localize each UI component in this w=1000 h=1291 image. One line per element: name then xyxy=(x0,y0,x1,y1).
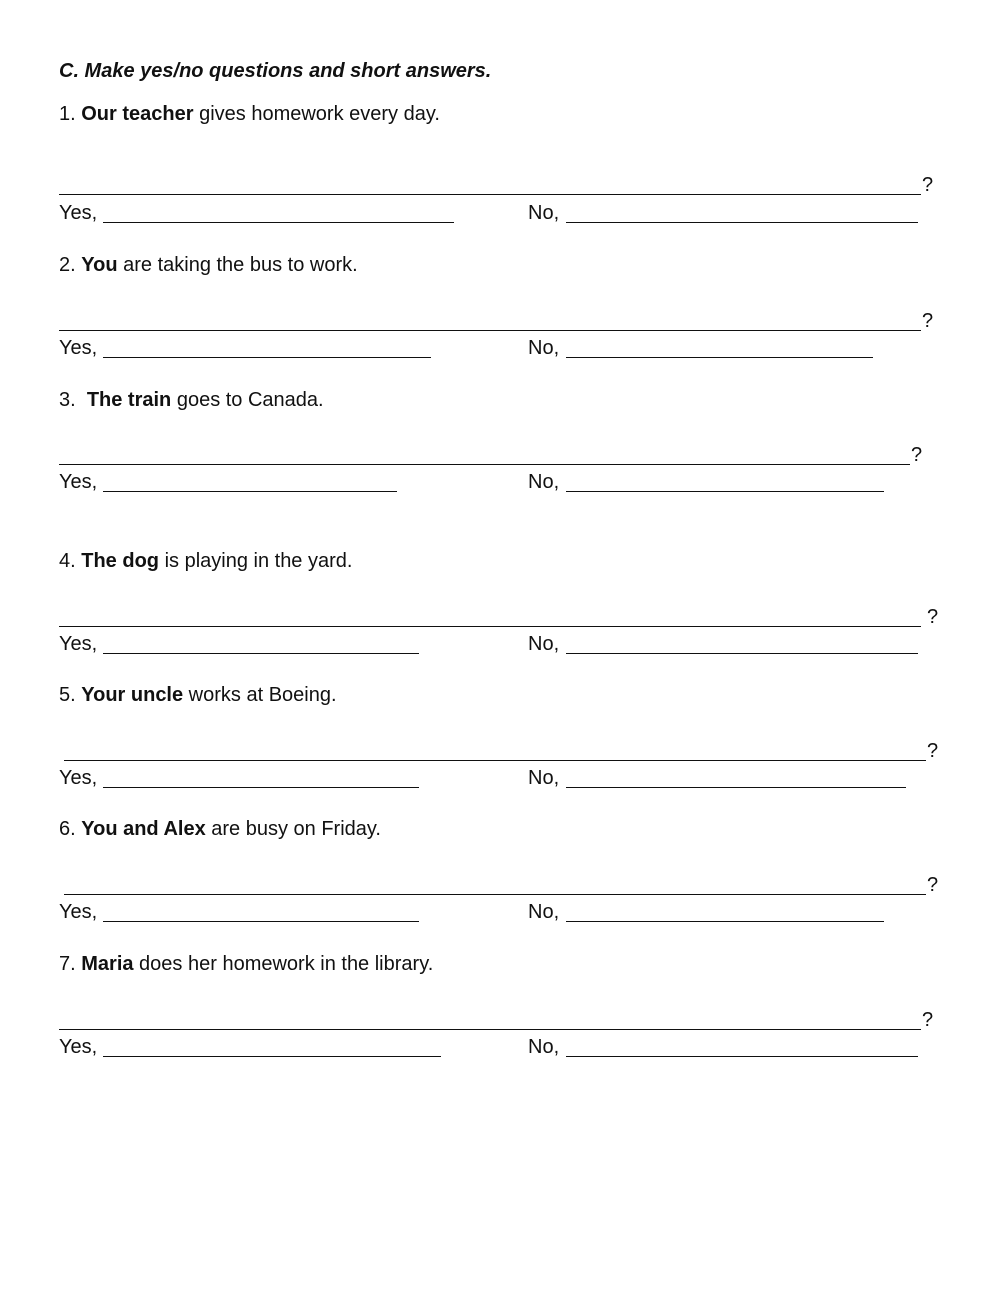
prompt-sentence-1 xyxy=(59,103,440,126)
no-label: No, xyxy=(528,901,560,923)
yes-label: Yes, xyxy=(59,901,98,923)
no-label: No, xyxy=(528,633,560,655)
no-label: No, xyxy=(528,1036,560,1058)
question-mark: ? xyxy=(922,174,934,196)
no-answer-line-4[interactable] xyxy=(566,653,918,654)
question-answer-line-3[interactable] xyxy=(59,464,910,465)
no-label: No, xyxy=(528,337,560,359)
exercise-title: C. Make yes/no questions and short answers. xyxy=(59,60,492,82)
yes-answer-line-4[interactable] xyxy=(103,653,419,654)
no-answer-line-1[interactable] xyxy=(566,222,918,223)
prompt-sentence-2 xyxy=(59,254,358,277)
yes-label: Yes, xyxy=(59,471,98,493)
yes-label: Yes, xyxy=(59,1036,98,1058)
prompt-sentence-7 xyxy=(59,953,433,976)
question-mark: ? xyxy=(927,606,939,628)
subject-bold: Our teacher xyxy=(81,103,194,125)
question-answer-line-2[interactable] xyxy=(59,330,921,331)
item-number: 7. xyxy=(59,953,76,975)
yes-answer-line-7[interactable] xyxy=(103,1056,441,1057)
sentence-rest: is playing in the yard. xyxy=(159,550,353,572)
item-number: 2. xyxy=(59,254,76,276)
no-label: No, xyxy=(528,471,560,493)
sentence-rest: works at Boeing. xyxy=(183,684,337,706)
question-answer-line-5[interactable] xyxy=(64,760,926,761)
sentence-rest: does her homework in the library. xyxy=(133,953,434,975)
no-answer-line-5[interactable] xyxy=(566,787,906,788)
question-mark: ? xyxy=(927,740,939,762)
question-answer-line-6[interactable] xyxy=(64,894,926,895)
no-answer-line-6[interactable] xyxy=(566,921,884,922)
subject-bold: Your uncle xyxy=(81,684,184,706)
question-mark: ? xyxy=(927,874,939,896)
yes-answer-line-6[interactable] xyxy=(103,921,419,922)
sentence-rest: are busy on Friday. xyxy=(205,818,381,840)
no-label: No, xyxy=(528,202,560,224)
subject-bold: You and Alex xyxy=(81,818,206,840)
yes-label: Yes, xyxy=(59,633,98,655)
subject-bold: You xyxy=(81,254,118,276)
no-label: No, xyxy=(528,767,560,789)
sentence-rest: are taking the bus to work. xyxy=(117,254,358,276)
sentence-rest: goes to Canada. xyxy=(171,389,324,411)
no-answer-line-2[interactable] xyxy=(566,357,873,358)
yes-label: Yes, xyxy=(59,337,98,359)
subject-bold: The dog xyxy=(81,550,160,572)
question-answer-line-1[interactable] xyxy=(59,194,921,195)
question-answer-line-7[interactable] xyxy=(59,1029,921,1030)
subject-bold: Maria xyxy=(81,953,134,975)
prompt-sentence-3 xyxy=(59,389,324,412)
question-mark: ? xyxy=(922,310,934,332)
yes-answer-line-5[interactable] xyxy=(103,787,419,788)
question-mark: ? xyxy=(922,1009,934,1031)
no-answer-line-3[interactable] xyxy=(566,491,884,492)
no-answer-line-7[interactable] xyxy=(566,1056,918,1057)
item-number: 3. xyxy=(59,389,76,411)
question-answer-line-4[interactable] xyxy=(59,626,921,627)
yes-answer-line-2[interactable] xyxy=(103,357,431,358)
item-number: 5. xyxy=(59,684,76,706)
yes-answer-line-1[interactable] xyxy=(103,222,454,223)
subject-bold: The train xyxy=(86,389,172,411)
question-mark: ? xyxy=(911,444,923,466)
item-number: 6. xyxy=(59,818,76,840)
item-number: 1. xyxy=(59,103,76,125)
sentence-rest: gives homework every day. xyxy=(193,103,440,125)
yes-answer-line-3[interactable] xyxy=(103,491,397,492)
prompt-sentence-5 xyxy=(59,684,337,707)
item-number: 4. xyxy=(59,550,76,572)
yes-label: Yes, xyxy=(59,202,98,224)
prompt-sentence-4 xyxy=(59,550,352,573)
yes-label: Yes, xyxy=(59,767,98,789)
prompt-sentence-6 xyxy=(59,818,381,841)
